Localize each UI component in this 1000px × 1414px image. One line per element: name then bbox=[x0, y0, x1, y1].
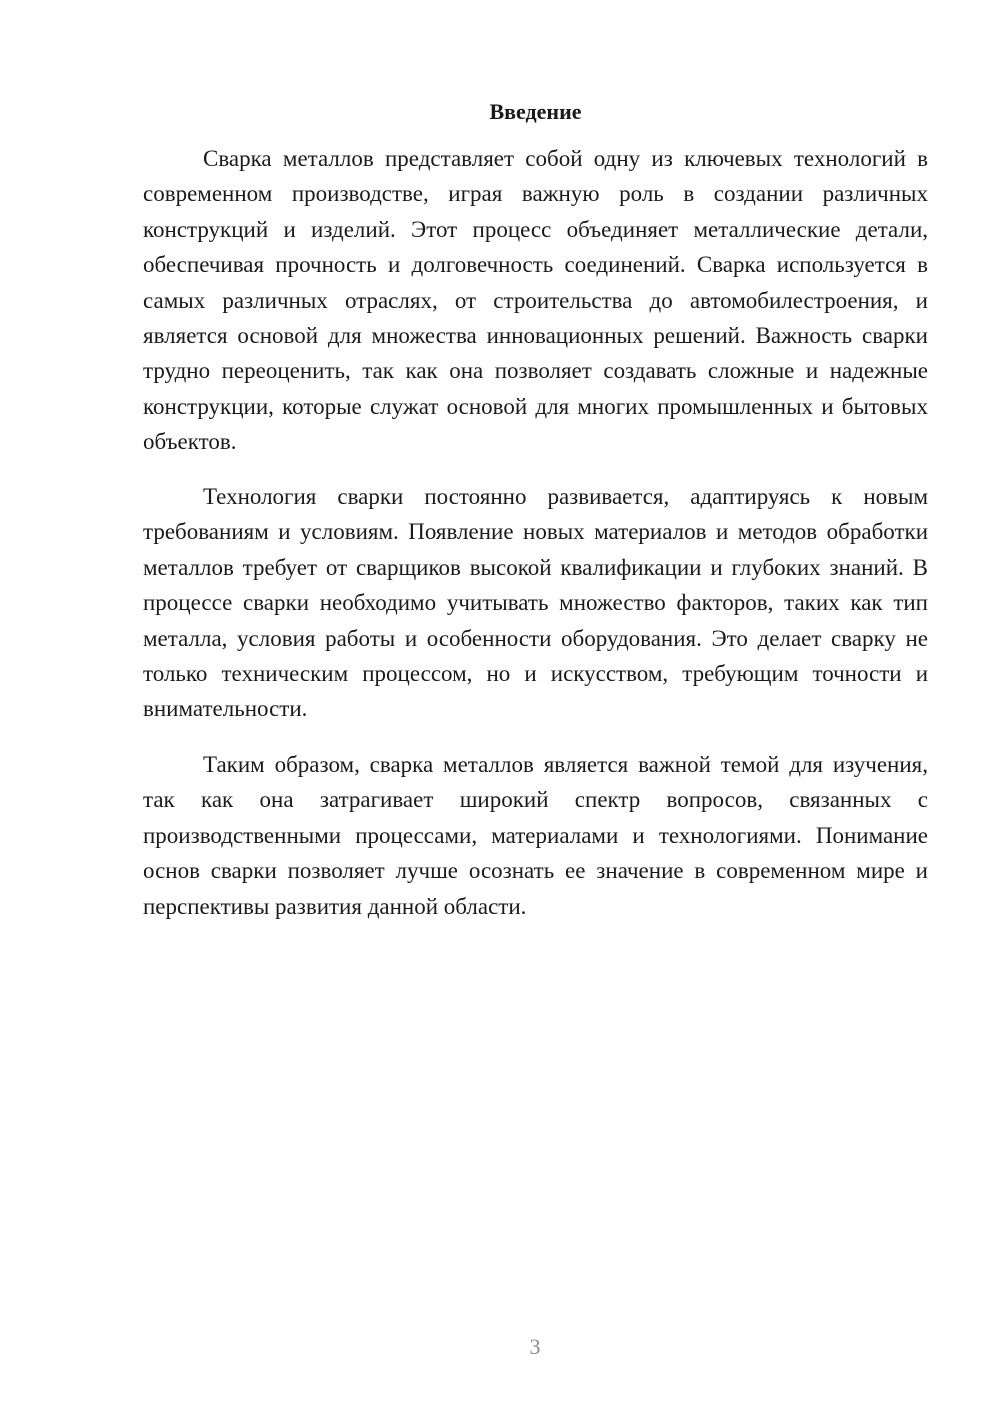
page-number: 3 bbox=[529, 1334, 541, 1359]
page-title: Введение bbox=[489, 99, 582, 124]
paragraph-3: Таким образом, сварка металлов является важной темой для изучения, так как она затрагивает широкий спектр вопросов, связанных с производственными процессами, материалами и технологиями. Понимание основ сварки позволяет лучше осознать ее значение в современном мире и перспективы развития данной области. bbox=[143, 752, 928, 919]
paragraph-2: Технология сварки постоянно развивается, адаптируясь к новым требованиям и условиям. Появление новых материалов и методов обработки металлов требует от сварщиков высокой квалификации и глубоких знаний. В процессе сварки необходимо учитывать множество факторов, таких как тип металла, условия работы и особенности оборудования. Это делает сварку не только техническим процессом, но и искусством, требующим точности и внимательности. bbox=[143, 484, 928, 722]
paragraph-1: Сварка металлов представляет собой одну из ключевых технологий в современном производстве, играя важную роль в создании различных конструкций и изделий. Этот процесс объединяет металлические детали, обеспечивая прочность и долговечность соединений. Сварка используется в самых различных отраслях, от строительства до автомобилестроения, и является основой для множества инновационных решений. Важность сварки трудно переоценить, так как она позволяет создавать сложные и надежные конструкции, которые служат основой для многих промышленных и бытовых объектов. bbox=[143, 146, 928, 455]
